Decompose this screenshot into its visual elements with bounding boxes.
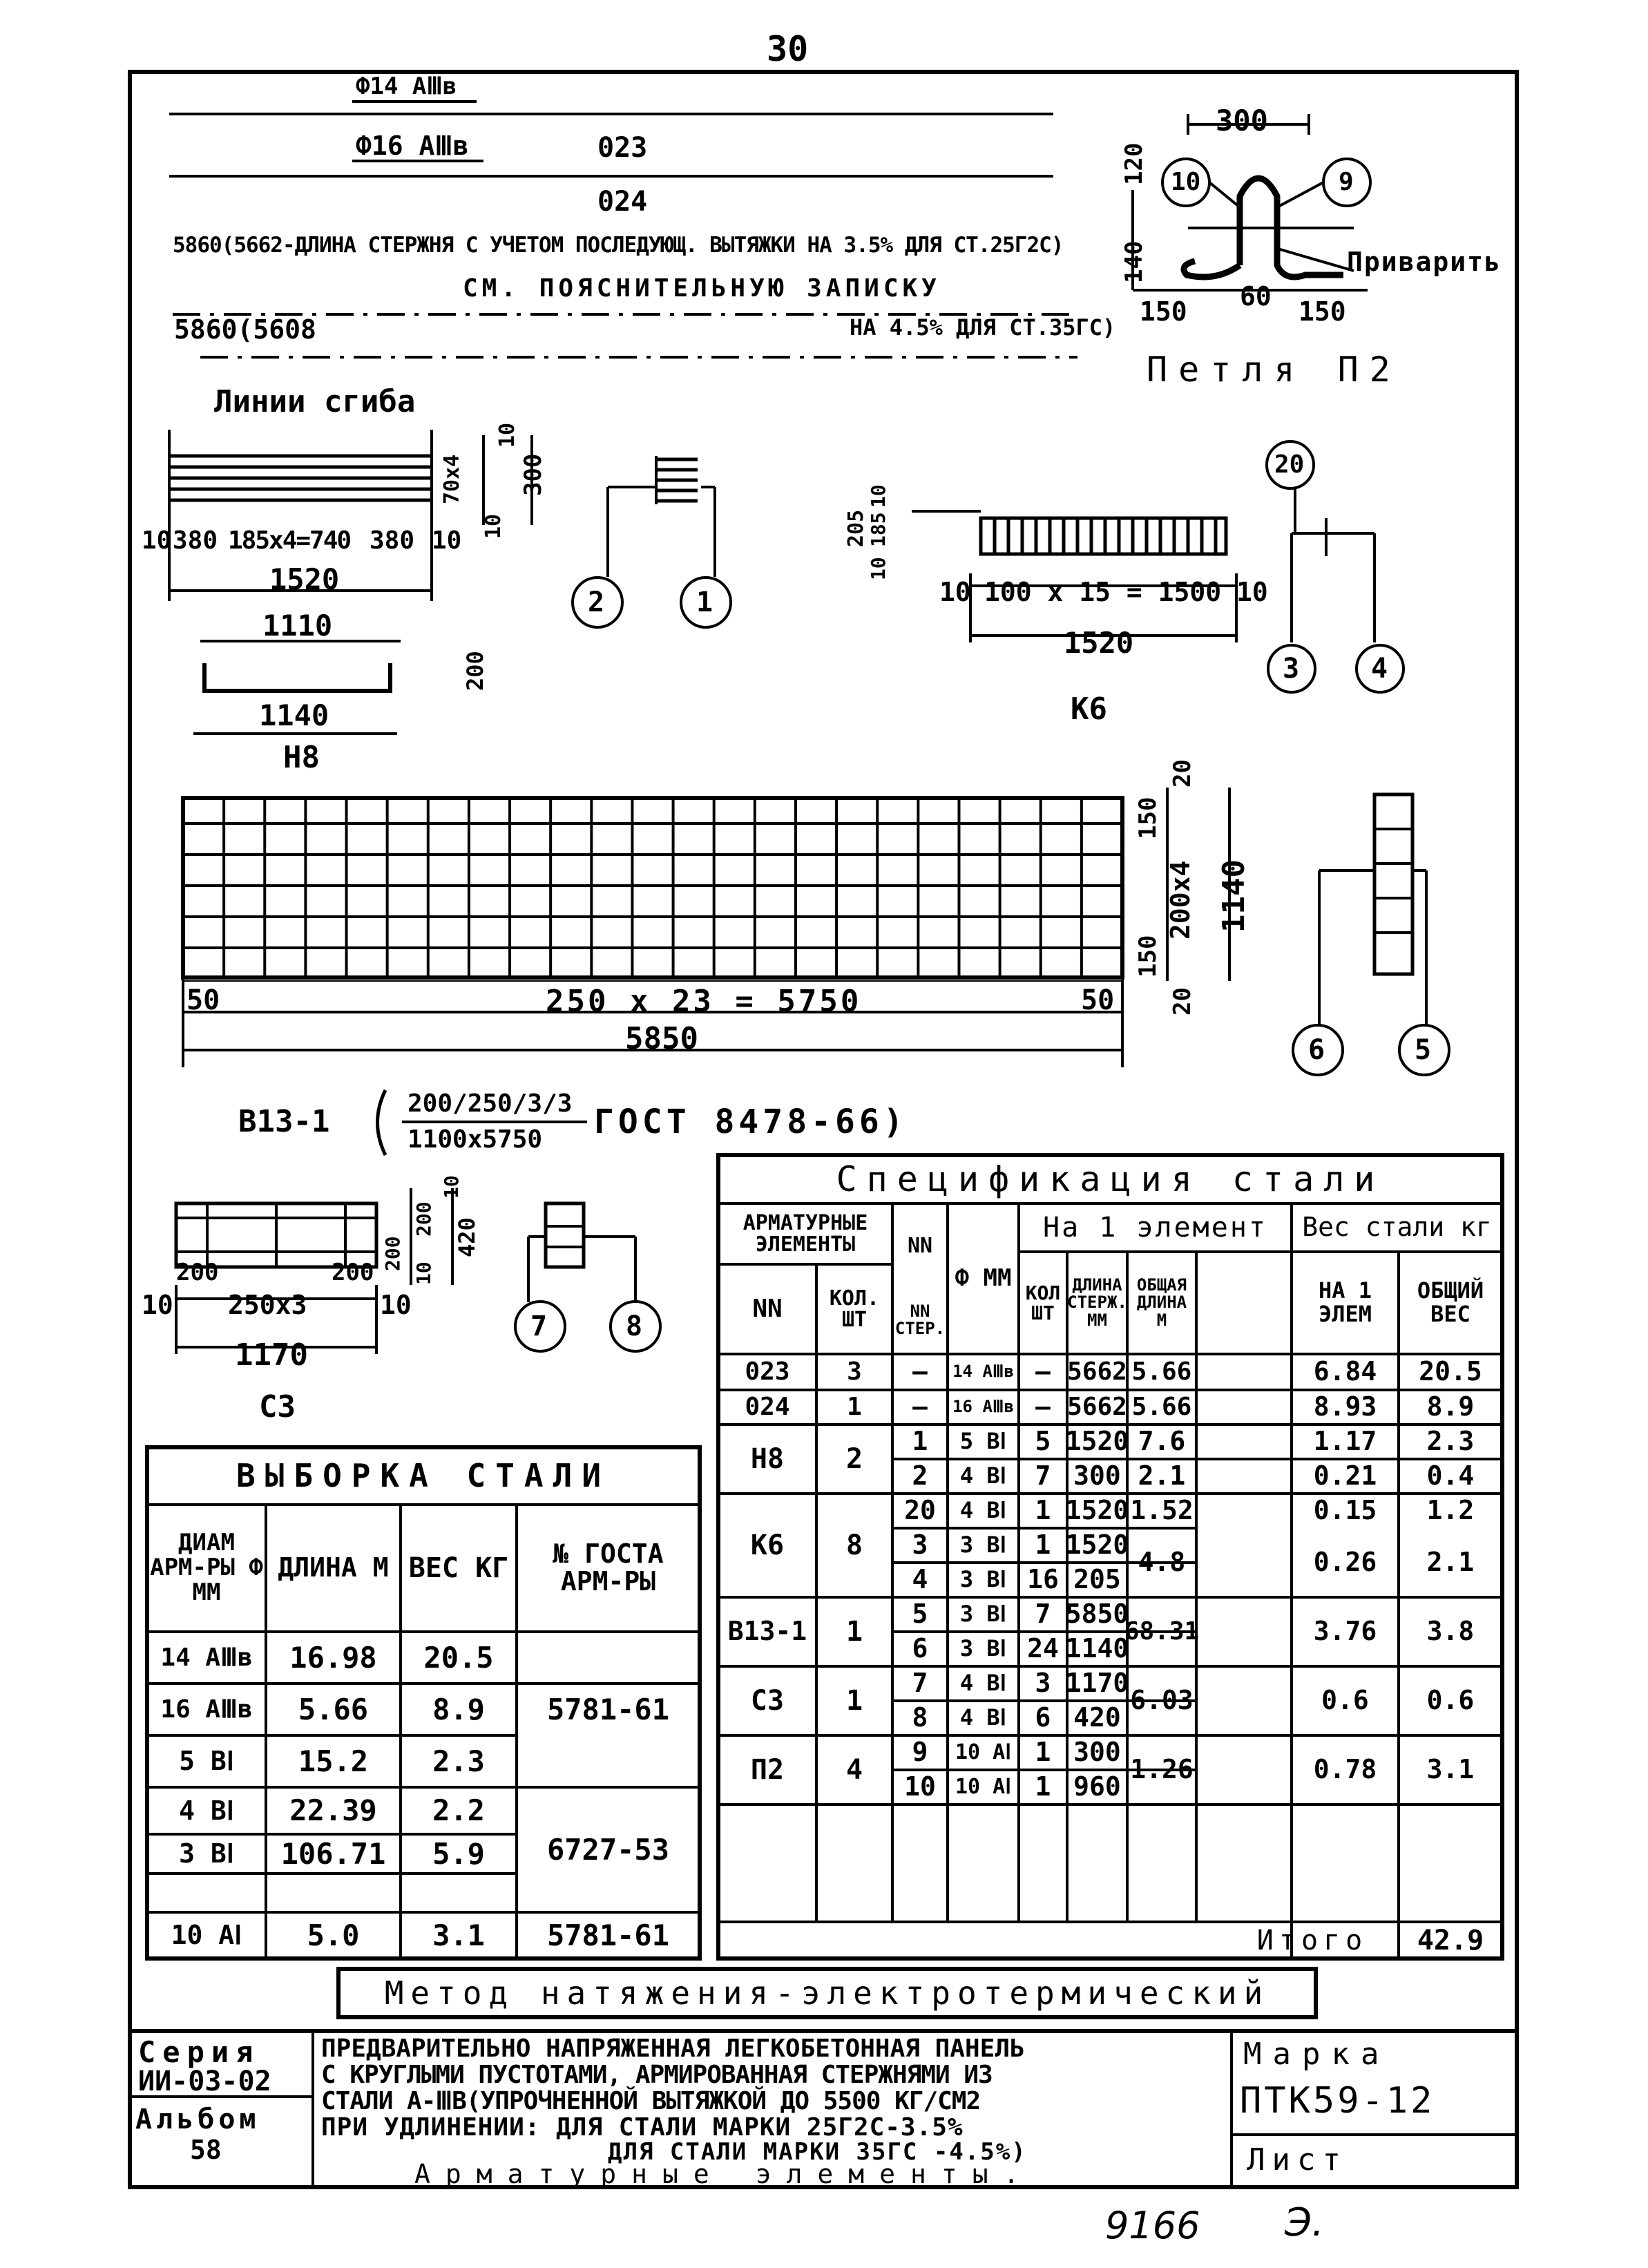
k6-vdim-205: 205 <box>844 509 868 547</box>
spec-qty-023: 3 <box>847 1357 862 1386</box>
spec-k-5: 7 <box>1035 1599 1051 1630</box>
spec-wt-1: 2.3 <box>1426 1426 1475 1457</box>
spec-len-20: 1520 <box>1065 1495 1129 1526</box>
spec-k-8: 6 <box>1035 1702 1051 1733</box>
b13-vdim-20-top: 20 <box>1169 759 1196 788</box>
spec-header-weight-total: ОБЩИЙ ВЕС <box>1417 1277 1484 1327</box>
spec-nn-3: 3 <box>912 1530 928 1561</box>
description-line-4: ПРИ УДЛИНЕНИИ: ДЛЯ СТАЛИ МАРКИ 25Г2С-3.5% <box>321 2113 964 2142</box>
spec-header-per-element: На 1 элемент <box>1043 1212 1267 1243</box>
spec-w1-024: 8.93 <box>1313 1391 1377 1422</box>
description-line-2: С КРУГЛЫМИ ПУСТОТАМИ, АРМИРОВАННАЯ СТЕРЖНЯМИ ИЗ <box>321 2061 993 2089</box>
spec-k-3: 1 <box>1035 1530 1051 1561</box>
spec-qty-b13: 1 <box>845 1616 863 1648</box>
spec-qty-n8: 2 <box>845 1443 863 1475</box>
vyborka-diam-4: 4 ВⅠ <box>179 1795 234 1826</box>
c3-dim-200-right: 200 <box>332 1259 374 1286</box>
n8-dim-200: 200 <box>462 651 488 691</box>
spec-total-value: 42.9 <box>1417 1925 1484 1956</box>
b13-dim-5850: 5850 <box>625 1021 698 1056</box>
spec-tot-20: 1.52 <box>1130 1495 1194 1526</box>
c3-vdim-10-bottom: 10 <box>412 1261 435 1285</box>
spec-wt-024: 8.9 <box>1426 1391 1475 1422</box>
k6-vdim-185: 185 <box>867 512 890 547</box>
spec-k-1: 5 <box>1035 1426 1051 1457</box>
spec-w1-2: 0.21 <box>1313 1460 1377 1492</box>
vyborka-diam-3: 5 ВⅠ <box>179 1746 234 1777</box>
spec-w1-7-8: 0.6 <box>1321 1685 1369 1716</box>
spec-tot-2: 2.1 <box>1138 1460 1186 1492</box>
spec-len-9: 300 <box>1073 1737 1121 1768</box>
spec-k-024: — <box>1035 1393 1051 1422</box>
spec-phi-8: 4 ВⅠ <box>959 1704 1007 1731</box>
spec-nn-1: 1 <box>912 1426 928 1457</box>
b13-dim-middle: 250 х 23 = 5750 <box>546 984 862 1019</box>
spec-len-3: 1520 <box>1065 1530 1129 1561</box>
b13-vdim-20-bottom: 20 <box>1169 987 1196 1016</box>
n8-dim-1520: 1520 <box>269 562 340 596</box>
vyborka-diam-2: 16 АⅢв <box>160 1695 253 1724</box>
vyborka-weight-2: 8.9 <box>432 1692 485 1726</box>
series-value: ИИ-03-02 <box>138 2066 271 2097</box>
spec-phi-10: 10 АⅠ <box>955 1775 1012 1800</box>
c3-vdim-420: 420 <box>454 1217 480 1257</box>
spec-total-label: Итого <box>1256 1925 1368 1956</box>
spec-w1-20: 0.15 <box>1313 1495 1377 1526</box>
spec-qty-c3: 1 <box>845 1685 863 1717</box>
position-circle-3: 3 <box>1283 653 1300 685</box>
archive-number: 9166 <box>1105 2204 1200 2247</box>
spec-k-9: 1 <box>1035 1737 1051 1768</box>
spec-nn-20: 20 <box>904 1495 936 1526</box>
n8-dim-10-left: 10 <box>142 526 172 555</box>
spec-wt-023: 20.5 <box>1419 1356 1482 1387</box>
spec-el-b13: В13-1 <box>727 1616 807 1647</box>
spec-len-10: 960 <box>1073 1771 1121 1802</box>
vyborka-weight-1: 20.5 <box>423 1640 494 1675</box>
spec-phi-1: 5 ВⅠ <box>959 1428 1007 1455</box>
spec-phi-3: 3 ВⅠ <box>959 1532 1007 1559</box>
n8-dim-380-right: 380 <box>370 526 415 555</box>
vyborka-weight-6: 3.1 <box>432 1918 485 1952</box>
spec-k-7: 3 <box>1035 1668 1051 1699</box>
spec-header-qty: КОЛ. ШТ <box>829 1286 880 1332</box>
vyborka-diam-1: 14 АⅢв <box>160 1643 253 1673</box>
weld-note: Приварить <box>1347 247 1502 277</box>
spec-header-bar-length: ДЛИНА СТЕРЖ. ММ <box>1067 1275 1127 1330</box>
rebar-diameter-2: Ф16 АⅢв <box>356 131 469 161</box>
spec-nn-4: 4 <box>912 1564 928 1595</box>
n8-dim-380-left: 380 <box>173 526 218 555</box>
vyborka-header-diam: ДИАМ АРМ-РЫ Ф ММ <box>150 1529 263 1606</box>
c3-dim-middle: 250х3 <box>228 1290 307 1320</box>
spec-qty-024: 1 <box>847 1393 862 1422</box>
position-circle-6: 6 <box>1308 1034 1325 1066</box>
loop-title: Петля П2 <box>1147 350 1401 390</box>
spec-tot-024: 5.66 <box>1131 1393 1192 1422</box>
position-circle-2: 2 <box>588 587 605 618</box>
vyborka-length-1: 16.98 <box>289 1640 377 1675</box>
spec-tot-3-4: 4.8 <box>1138 1547 1186 1578</box>
vyborka-diam-6: 10 АⅠ <box>171 1920 242 1951</box>
vyborka-length-3: 15.2 <box>298 1744 369 1778</box>
spec-phi-023: 14 АⅢв <box>952 1362 1014 1382</box>
spec-phi-2: 4 ВⅠ <box>959 1462 1007 1489</box>
b13-name: В13-1 <box>238 1104 330 1139</box>
vyborka-gost-1: 5781-61 <box>546 1692 669 1726</box>
spec-nn-023: — <box>912 1357 928 1386</box>
k6-dim-10-right: 10 <box>1236 577 1268 607</box>
vyborka-length-5: 106.71 <box>280 1836 386 1871</box>
spec-tot-7-8: 6.03 <box>1130 1685 1194 1716</box>
loop-dim-300: 300 <box>1216 104 1268 137</box>
spec-el-n8: Н8 <box>750 1443 785 1475</box>
explanatory-note-ref: СМ. ПОЯСНИТЕЛЬНУЮ ЗАПИСКУ <box>463 274 941 303</box>
description-line-5: ДЛЯ СТАЛИ МАРКИ 35ГС -4.5%) <box>608 2138 1027 2166</box>
b13-dim-50-left: 50 <box>186 984 220 1016</box>
loop-dim-150-left: 150 <box>1140 296 1187 327</box>
loop-dim-120: 120 <box>1120 142 1148 185</box>
spec-len-6: 1140 <box>1065 1633 1129 1664</box>
k6-dim-middle: 100 х 15 = 1500 <box>984 577 1222 607</box>
spec-header-nn-bar: NN <box>907 1234 933 1259</box>
spec-wt-7-8: 0.6 <box>1426 1685 1475 1716</box>
spec-wt-5-6: 3.8 <box>1426 1616 1475 1647</box>
description-line-3: СТАЛИ А-ⅢВ(УПРОЧНЕННОЙ ВЫТЯЖКОЙ ДО 5500 КГ/СМ2 <box>321 2087 981 2115</box>
n8-vdim-10-bottom: 10 <box>481 513 506 539</box>
vyborka-weight-4: 2.2 <box>432 1793 485 1828</box>
spec-nn-10: 10 <box>904 1771 936 1802</box>
spec-w1-3-4: 0.26 <box>1313 1547 1377 1578</box>
position-circle-8: 8 <box>626 1311 643 1342</box>
spec-wt-2: 0.4 <box>1426 1460 1475 1492</box>
spec-phi-024: 16 АⅢв <box>952 1397 1014 1417</box>
rebar-length-note-2b: НА 4.5% ДЛЯ СТ.35ГС) <box>850 314 1116 341</box>
vyborka-length-6: 5.0 <box>307 1918 360 1952</box>
vyborka-diam-5: 3 ВⅠ <box>179 1838 234 1869</box>
rebar-diameter-1: Ф14 АⅢв <box>356 73 457 100</box>
description-line-6: Арматурные элементы. <box>414 2159 1035 2189</box>
spec-title: Спецификация стали <box>836 1159 1385 1199</box>
rebar-length-note: 5860(5662-ДЛИНА СТЕРЖНЯ С УЧЕТОМ ПОСЛЕДУЮЩ. ВЫТЯЖКИ НА 3.5% ДЛЯ СТ.25Г2С) <box>173 233 1064 258</box>
vyborka-header-length: ДЛИНА М <box>278 1552 389 1583</box>
page-number: 30 <box>767 29 809 69</box>
spec-wt-3-4: 2.1 <box>1426 1547 1475 1578</box>
spec-tot-5-6: 68.31 <box>1124 1617 1200 1646</box>
spec-header-steel-weight: Вес стали кг <box>1302 1212 1492 1243</box>
spec-w1-1: 1.17 <box>1313 1426 1377 1457</box>
spec-nn-9: 9 <box>912 1737 928 1768</box>
n8-dim-10-right: 10 <box>432 526 462 555</box>
spec-len-7: 1170 <box>1065 1668 1129 1699</box>
position-circle-10: 10 <box>1171 168 1201 196</box>
tensioning-method: Метод натяжения-электротермический <box>384 1974 1270 2012</box>
b13-vdim-1140: 1140 <box>1216 859 1252 933</box>
n8-dim-1140: 1140 <box>259 698 329 732</box>
spec-wt-20: 1.2 <box>1426 1495 1475 1526</box>
album-value: 58 <box>190 2135 222 2165</box>
rebar-mark-023: 023 <box>597 132 648 164</box>
position-circle-5: 5 <box>1415 1034 1432 1066</box>
spec-k-10: 1 <box>1035 1771 1051 1802</box>
spec-nn-6: 6 <box>912 1633 928 1664</box>
vyborka-gost-2: 6727-53 <box>546 1832 669 1867</box>
spec-k-20: 1 <box>1035 1495 1051 1526</box>
spec-nn-7: 7 <box>912 1668 928 1699</box>
spec-el-023: 023 <box>745 1357 790 1386</box>
spec-qty-p2: 4 <box>845 1754 863 1786</box>
c3-vdim-200-top: 200 <box>412 1201 435 1237</box>
c3-dim-1170: 1170 <box>235 1337 308 1373</box>
spec-header-elements: АРМАТУРНЫЕ ЭЛЕМЕНТЫ <box>742 1210 868 1257</box>
series-label: Серия <box>138 2035 260 2069</box>
spec-phi-4: 3 ВⅠ <box>959 1566 1007 1593</box>
b13-gost: ГОСТ 8478-66) <box>594 1103 908 1141</box>
k6-name: К6 <box>1071 692 1107 727</box>
b13-fraction-top: 200/250/3/3 <box>408 1089 573 1118</box>
spec-header-total-length: ОБЩАЯ ДЛИНА М <box>1136 1275 1187 1330</box>
k6-dim-10-left: 10 <box>939 577 971 607</box>
position-circle-4: 4 <box>1371 653 1388 685</box>
spec-k-023: — <box>1035 1357 1051 1386</box>
spec-wt-9-10: 3.1 <box>1426 1754 1475 1785</box>
n8-name: Н8 <box>283 740 320 775</box>
spec-len-8: 420 <box>1073 1702 1121 1733</box>
loop-dim-60: 60 <box>1240 281 1272 312</box>
spec-len-023: 5662 <box>1067 1357 1127 1386</box>
description-line-1: ПРЕДВАРИТЕЛЬНО НАПРЯЖЕННАЯ ЛЕГКОБЕТОННАЯ ПАНЕЛЬ <box>321 2034 1025 2063</box>
spec-qty-k6: 8 <box>845 1530 863 1561</box>
c3-dim-10-left: 10 <box>142 1290 173 1320</box>
loop-dim-140: 140 <box>1120 240 1148 283</box>
spec-len-1: 1520 <box>1065 1426 1129 1457</box>
spec-tot-023: 5.66 <box>1131 1357 1192 1386</box>
spec-header-bar-nn: NN СТЕР. <box>894 1301 946 1338</box>
n8-vdim-10-top: 10 <box>495 422 519 448</box>
n8-dim-middle: 185х4=740 <box>228 526 351 555</box>
k6-vdim-10a: 10 <box>867 484 890 508</box>
k6-dim-1520: 1520 <box>1064 626 1134 660</box>
spec-header-weight-1: НА 1 ЭЛЕМ <box>1318 1277 1372 1327</box>
loop-dim-150-right: 150 <box>1299 296 1346 327</box>
spec-len-024: 5662 <box>1067 1393 1127 1422</box>
spec-phi-7: 4 ВⅠ <box>959 1670 1007 1697</box>
spec-nn-8: 8 <box>912 1702 928 1733</box>
spec-tot-9-10: 1.26 <box>1130 1754 1194 1785</box>
spec-k-6: 24 <box>1027 1633 1059 1664</box>
spec-header-diameter: Ф ММ <box>955 1264 1012 1293</box>
spec-phi-5: 3 ВⅠ <box>959 1601 1007 1628</box>
spec-w1-5-6: 3.76 <box>1313 1616 1377 1647</box>
position-circle-9: 9 <box>1339 168 1354 196</box>
c3-vdim-10-top: 10 <box>440 1175 463 1199</box>
marka-label: Марка <box>1243 2037 1390 2072</box>
rebar-mark-024: 024 <box>597 186 648 218</box>
vyborka-weight-5: 5.9 <box>432 1836 485 1871</box>
spec-len-2: 300 <box>1073 1460 1121 1492</box>
spec-phi-6: 3 ВⅠ <box>959 1635 1007 1662</box>
vyborka-length-4: 22.39 <box>289 1793 377 1828</box>
spec-phi-20: 4 ВⅠ <box>959 1497 1007 1524</box>
spec-el-c3: С3 <box>750 1685 785 1717</box>
c3-name: С3 <box>259 1389 296 1424</box>
spec-el-k6: К6 <box>750 1530 785 1561</box>
sheet-label: Лист <box>1247 2142 1348 2178</box>
b13-vdim-200x4: 200х4 <box>1165 860 1196 940</box>
spec-len-4: 205 <box>1073 1564 1121 1595</box>
vyborka-title: ВЫБОРКА СТАЛИ <box>236 1457 611 1495</box>
c3-vdim-200-bottom: 200 <box>381 1236 404 1271</box>
b13-dim-50-right: 50 <box>1081 984 1115 1016</box>
spec-len-5: 5850 <box>1065 1599 1129 1630</box>
spec-header-qty2: КОЛ ШТ <box>1025 1281 1061 1324</box>
spec-el-p2: П2 <box>750 1754 785 1786</box>
spec-w1-9-10: 0.78 <box>1313 1754 1377 1785</box>
spec-phi-9: 10 АⅠ <box>955 1740 1012 1765</box>
album-label: Альбом <box>135 2104 260 2135</box>
handwritten-mark: Э. <box>1285 2200 1324 2245</box>
n8-dim-1110: 1110 <box>262 609 333 642</box>
marka-value: ПТК59-12 <box>1240 2080 1435 2122</box>
spec-header-nn: NN <box>752 1295 783 1324</box>
position-circle-7: 7 <box>530 1311 548 1342</box>
spec-tot-1: 7.6 <box>1138 1426 1186 1457</box>
spec-k-2: 7 <box>1035 1460 1051 1492</box>
c3-dim-10-right: 10 <box>380 1290 412 1320</box>
n8-vdim-70x4: 70х4 <box>440 454 464 504</box>
vyborka-gost-3: 5781-61 <box>546 1918 669 1952</box>
spec-nn-5: 5 <box>912 1599 928 1630</box>
position-circle-1: 1 <box>696 587 713 618</box>
spec-k-4: 16 <box>1027 1564 1059 1595</box>
position-circle-20: 20 <box>1274 450 1305 479</box>
spec-nn-024: — <box>912 1393 928 1422</box>
rebar-length-note-2a: 5860(5608 <box>174 314 316 345</box>
b13-vdim-150-bottom: 150 <box>1134 935 1162 978</box>
spec-el-024: 024 <box>745 1393 790 1422</box>
n8-vdim-300: 300 <box>519 453 547 496</box>
vyborka-weight-3: 2.3 <box>432 1744 485 1778</box>
k6-vdim-10b: 10 <box>867 557 890 580</box>
b13-vdim-150-top: 150 <box>1134 797 1162 839</box>
vyborka-header-weight: ВЕС КГ <box>408 1552 509 1584</box>
vyborka-header-gost: № ГОСТА АРМ-РЫ <box>553 1538 664 1597</box>
vyborka-length-2: 5.66 <box>298 1692 369 1726</box>
spec-w1-023: 6.84 <box>1313 1356 1377 1387</box>
spec-nn-2: 2 <box>912 1460 928 1492</box>
bend-lines-label: Линии сгиба <box>214 384 416 419</box>
b13-fraction-bottom: 1100х5750 <box>408 1125 543 1154</box>
c3-dim-200-left: 200 <box>176 1259 219 1286</box>
